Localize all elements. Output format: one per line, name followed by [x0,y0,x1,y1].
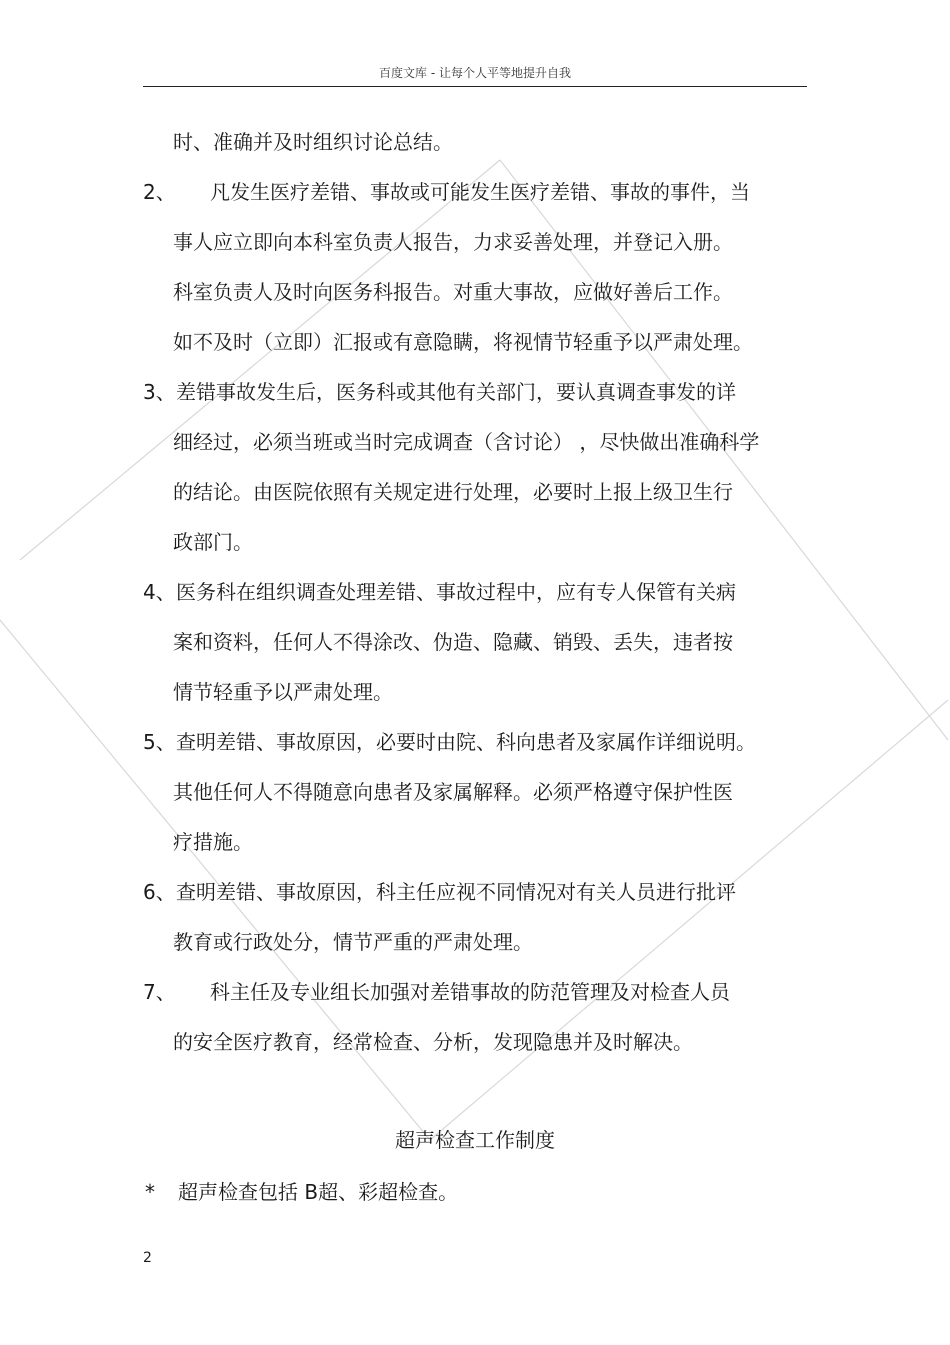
page-header: 百度文库 - 让每个人平等地提升自我 [379,66,571,80]
paragraph-line: 如不及时（立即）汇报或有意隐瞒，将视情节轻重予以严肃处理。 [173,330,753,354]
paragraph-line: 科室负责人及时向医务科报告。对重大事故，应做好善后工作。 [173,280,733,304]
paragraph-line: 教育或行政处分，情节严重的严肃处理。 [173,930,533,954]
paragraph-line: 的安全医疗教育，经常检查、分析，发现隐患并及时解决。 [173,1030,693,1054]
bullet-mark: * [145,1180,155,1204]
paragraph-line: 情节轻重予以严肃处理。 [173,680,393,704]
paragraph-line: 医务科在组织调查处理差错、事故过程中，应有专人保管有关病 [176,580,736,604]
item-number: 2、 [143,180,176,204]
header-divider [143,86,807,87]
item-number: 6、 [143,880,176,904]
paragraph-line: 凡发生医疗差错、事故或可能发生医疗差错、事故的事件，当 [210,180,750,204]
section-title: 超声检查工作制度 [395,1128,555,1152]
item-number: 7、 [143,980,176,1004]
item-number: 5、 [143,730,176,754]
page-number: 2 [143,1250,152,1266]
paragraph-line: 查明差错、事故原因，必要时由院、科向患者及家属作详细说明。 [176,730,756,754]
paragraph-line: 查明差错、事故原因，科主任应视不同情况对有关人员进行批评 [176,880,736,904]
paragraph-line: 时、准确并及时组织讨论总结。 [173,130,453,154]
item-number: 4、 [143,580,176,604]
paragraph-line: 事人应立即向本科室负责人报告，力求妥善处理，并登记入册。 [173,230,733,254]
paragraph-line: 政部门。 [173,530,253,554]
paragraph-line: 疗措施。 [173,830,253,854]
paragraph-line: 案和资料，任何人不得涂改、伪造、隐藏、销毁、丢失，违者按 [173,630,733,654]
paragraph-line: 科主任及专业组长加强对差错事故的防范管理及对检查人员 [210,980,730,1004]
paragraph-line: 差错事故发生后，医务科或其他有关部门，要认真调查事发的详 [176,380,736,404]
item-number: 3、 [143,380,176,404]
paragraph-line: 其他任何人不得随意向患者及家属解释。必须严格遵守保护性医 [173,780,733,804]
paragraph-line: 的结论。由医院依照有关规定进行处理，必要时上报上级卫生行 [173,480,733,504]
bullet-text: 超声检查包括 B超、彩超检查。 [178,1180,459,1204]
paragraph-line: 细经过，必须当班或当时完成调查（含讨论） ，尽快做出准确科学 [173,430,760,454]
